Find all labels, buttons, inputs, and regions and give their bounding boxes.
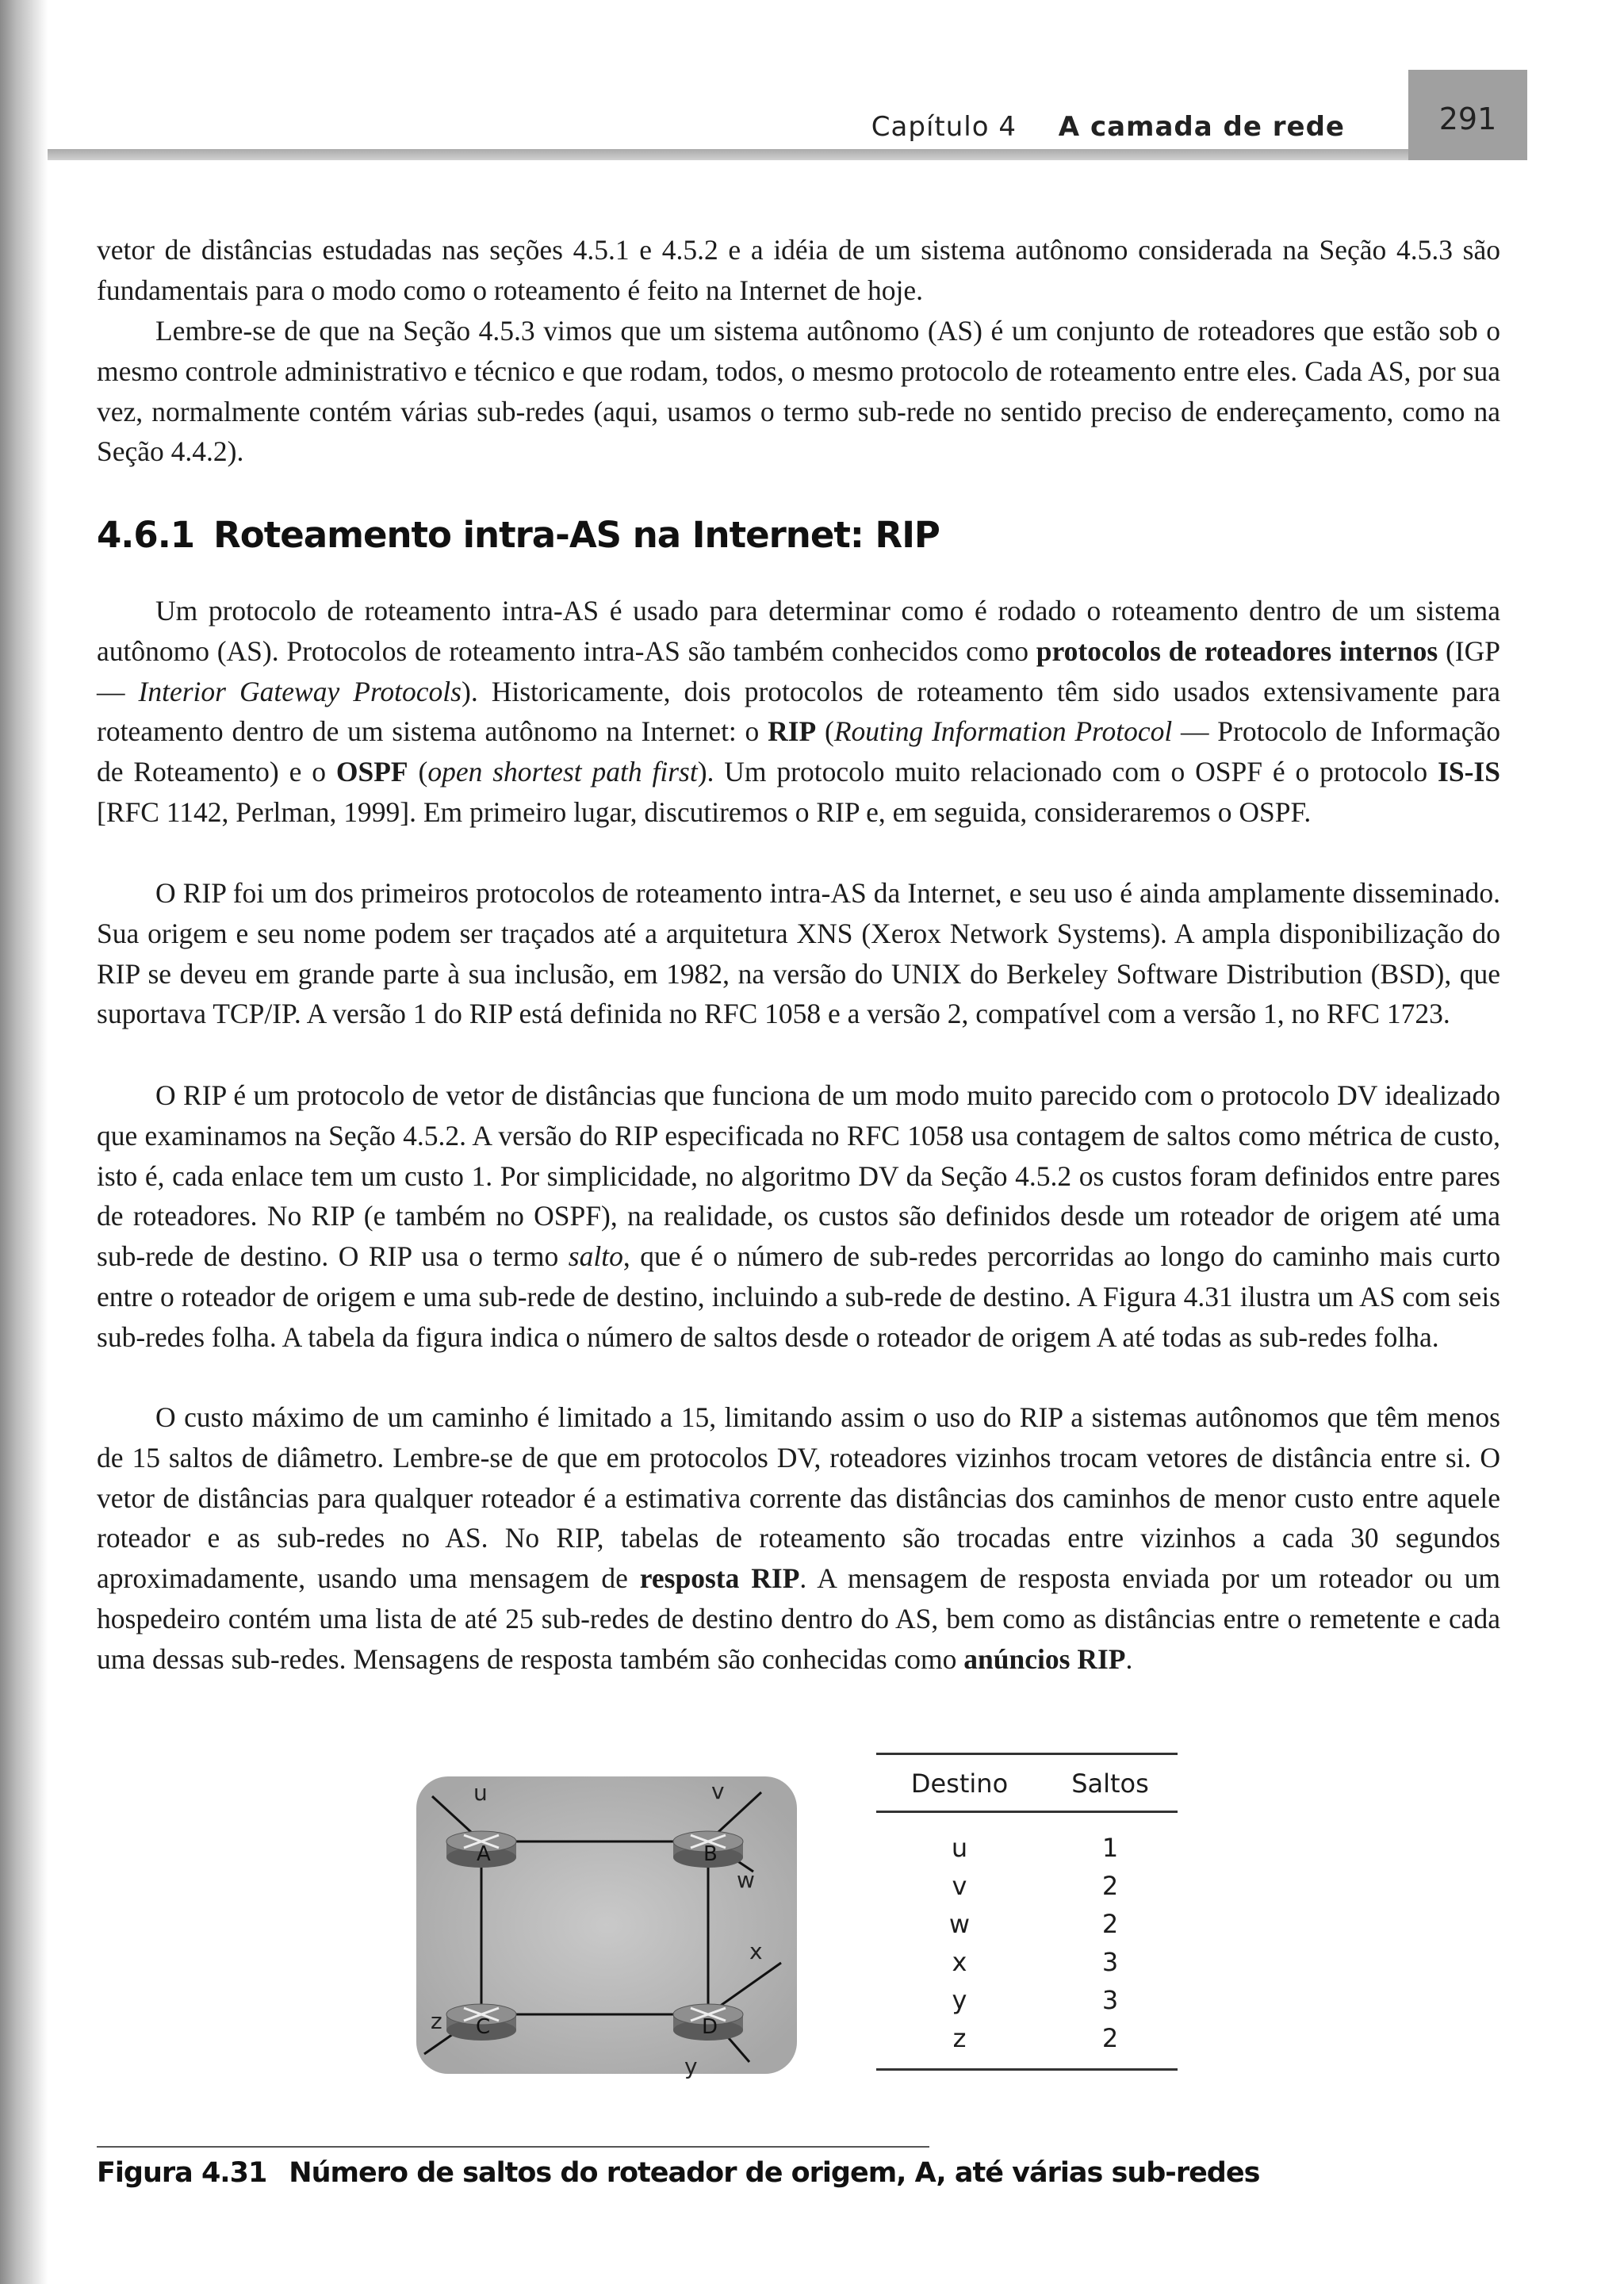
text-run: ). Um protocolo muito relacionado com o OSPF é o protocolo	[697, 756, 1438, 788]
table-row	[876, 1943, 1178, 1981]
table-body	[876, 1813, 1178, 2068]
italic-term: open shortest path first	[427, 756, 698, 788]
text-run: . A mensagem de resposta enviada por um roteador ou um hospedeiro contém uma lista de até 25 sub-redes de destino dentro do AS, bem como as distâncias entre o remetente e cada uma dessas sub-redes. Mensagens de resposta também são conhecidas como	[97, 1562, 1500, 1675]
caption-rule	[97, 2146, 929, 2148]
bold-term: OSPF	[335, 756, 408, 788]
section-number: 4.6.1	[97, 514, 195, 556]
bold-term: RIP	[768, 715, 817, 748]
text-run: — Protocolo de Informação de Roteamento) e o	[97, 715, 1500, 788]
hops-cell: 2	[1101, 2023, 1119, 2053]
text-run: (IGP —	[97, 634, 1500, 707]
text-run: (	[816, 715, 834, 748]
subnet-y-label: y	[684, 2053, 698, 2079]
header-destino: Destino	[910, 1769, 1009, 1799]
hop-count-table	[876, 1753, 1178, 2071]
as-network-diagram	[400, 1769, 813, 2086]
destination-cell: z	[952, 2023, 967, 2053]
section-title: Roteamento intra-AS na Internet: RIP	[213, 514, 940, 556]
destination-cell: u	[951, 1833, 968, 1863]
chapter-title: A camada de rede	[1058, 111, 1345, 143]
running-header	[871, 111, 1345, 143]
paragraph-4	[97, 1397, 1500, 1680]
table-header-row	[876, 1755, 1178, 1811]
table-bottom-rule	[876, 2068, 1178, 2071]
paragraph-intro-2	[97, 311, 1500, 472]
text-run: [RFC 1142, Perlman, 1999]. Em primeiro lugar, discutiremos o RIP e, em seguida, consideraremos o OSPF.	[97, 795, 1312, 828]
text-run: O custo máximo de um caminho é limitado a 15, limitando assim o uso do RIP a sistemas autônomos que têm menos de 15 saltos de diâmetro. Lembre-se de que em protocolos DV, roteadores vizinhos trocam vetores de distância entre si. O vetor de distâncias para qualquer roteador é a estimativa corrente das distâncias dos caminhos de menor custo entre aquele roteador e as sub-redes no AS. No RIP, tabelas de roteamento são trocadas entre vizinhos a cada 30 segundos aproximadamente, usando uma mensagem de	[97, 1401, 1500, 1595]
text-run: , que é o número de sub-redes percorridas ao longo do caminho mais curto entre o roteador de origem e uma sub-rede de destino, incluindo a sub-rede de destino. A Figura 4.31 ilustra um AS com seis sub-redes folha. A tabela da figura indica o número de saltos desde o roteador de origem A até todas as sub-redes folha.	[97, 1240, 1501, 1353]
subnet-v-label: v	[711, 1778, 725, 1804]
bold-term: IS-IS	[1438, 756, 1500, 788]
destination-cell: v	[952, 1871, 967, 1901]
text-run: O RIP foi um dos primeiros protocolos de roteamento intra-AS da Internet, e seu uso é ainda amplamente disseminado. Sua origem e seu nome podem ser traçados até a arquitetura XNS (Xerox Network Systems). A ampla disponibilização do RIP se deveu em grande parte à sua inclusão, em 1982, na versão do UNIX do Berkeley Software Distribution (BSD), que suportava TCP/IP. A versão 1 do RIP está definida no RFC 1058 e a versão 2, compatível com a versão 1, no RFC 1723.	[97, 877, 1500, 1030]
paragraph-intro-1	[97, 230, 1500, 311]
router-a-label: A	[477, 1842, 491, 1866]
hops-cell: 2	[1101, 1909, 1119, 1939]
italic-term: salto	[568, 1240, 623, 1273]
header-rule	[48, 149, 1408, 160]
destination-cell: w	[948, 1909, 971, 1939]
hops-cell: 3	[1101, 1947, 1119, 1977]
router-d-label: D	[702, 2015, 718, 2039]
subnet-z-label: z	[431, 2008, 442, 2034]
header-saltos: Saltos	[1071, 1769, 1149, 1799]
router-c-label: C	[476, 2015, 491, 2039]
chapter-label: Capítulo 4	[871, 111, 1017, 143]
destination-cell: x	[952, 1947, 967, 1977]
text-run: (	[408, 756, 428, 788]
subnet-x-label: x	[749, 1938, 763, 1964]
section-heading	[97, 514, 940, 556]
table-row	[876, 1981, 1178, 2019]
text-run: Um protocolo de roteamento intra-AS é usado para determinar como é rodado o roteamento dentro de um sistema autônomo (AS). Protocolos de roteamento intra-AS são também conhecidos como	[97, 595, 1500, 667]
subnet-u-label: u	[473, 1780, 488, 1806]
table-row	[876, 1829, 1178, 1867]
text-run: O RIP é um protocolo de vetor de distâncias que funciona de um modo muito parecido com o protocolo DV idealizado que examinamos na Seção 4.5.2. A versão do RIP especificada no RFC 1058 usa contagem de saltos como métrica de custo, isto é, cada enlace tem um custo 1. Por simplicidade, no algoritmo DV da Seção 4.5.2 os custos foram definidos entre pares de roteadores. No RIP (e também no OSPF), na realidade, os custos são definidos desde um roteador de origem até uma sub-rede de destino. O RIP usa o termo	[97, 1079, 1500, 1273]
subnet-w-label: w	[737, 1867, 755, 1893]
text-run: Lembre-se de que na Seção 4.5.3 vimos que um sistema autônomo (AS) é um conjunto de roteadores que estão sob o mesmo controle administrativo e técnico e que rodam, todos, o mesmo protocolo de roteamento entre eles. Cada AS, por sua vez, normalmente contém várias sub-redes (aqui, usamos o termo sub-rede no sentido preciso de endereçamento, como na Seção 4.4.2).	[97, 315, 1500, 468]
router-d-icon	[673, 2004, 743, 2041]
bold-term: resposta RIP	[639, 1562, 800, 1595]
hops-cell: 3	[1101, 1985, 1119, 2015]
italic-term: Interior Gateway Protocols	[138, 675, 462, 707]
router-a-icon	[446, 1831, 516, 1868]
router-b-icon	[673, 1831, 743, 1868]
hops-cell: 2	[1101, 1871, 1119, 1901]
bold-term: anúncios RIP	[963, 1642, 1126, 1675]
page-number: 291	[1438, 102, 1497, 136]
paragraph-2	[97, 873, 1500, 1034]
router-c-icon	[446, 2004, 516, 2041]
paragraph-1	[97, 591, 1500, 833]
text-run: .	[1125, 1642, 1133, 1675]
figure-caption-text: Número de saltos do roteador de origem, A, até várias sub-redes	[289, 2157, 1260, 2189]
bold-term: protocolos de roteadores internos	[1036, 634, 1438, 667]
hops-cell: 1	[1101, 1833, 1119, 1863]
book-spine-shadow	[0, 0, 48, 2284]
table-row	[876, 2019, 1178, 2057]
paragraph-3	[97, 1075, 1500, 1358]
text-run: vetor de distâncias estudadas nas seções 4.5.1 e 4.5.2 e a idéia de um sistema autônomo considerada na Seção 4.5.3 são fundamentais para o modo como o roteamento é feito na Internet de hoje.	[97, 234, 1500, 306]
figure-caption	[97, 2157, 1259, 2189]
table-row	[876, 1905, 1178, 1943]
table-row	[876, 1867, 1178, 1905]
destination-cell: y	[952, 1985, 967, 2015]
text-run: ). Historicamente, dois protocolos de roteamento têm sido usados extensivamente para roteamento dentro de um sistema autônomo na Internet: o	[97, 675, 1501, 748]
italic-term: Routing Information Protocol	[833, 715, 1173, 748]
figure-label: Figura 4.31	[97, 2157, 267, 2189]
router-b-label: B	[703, 1842, 718, 1866]
